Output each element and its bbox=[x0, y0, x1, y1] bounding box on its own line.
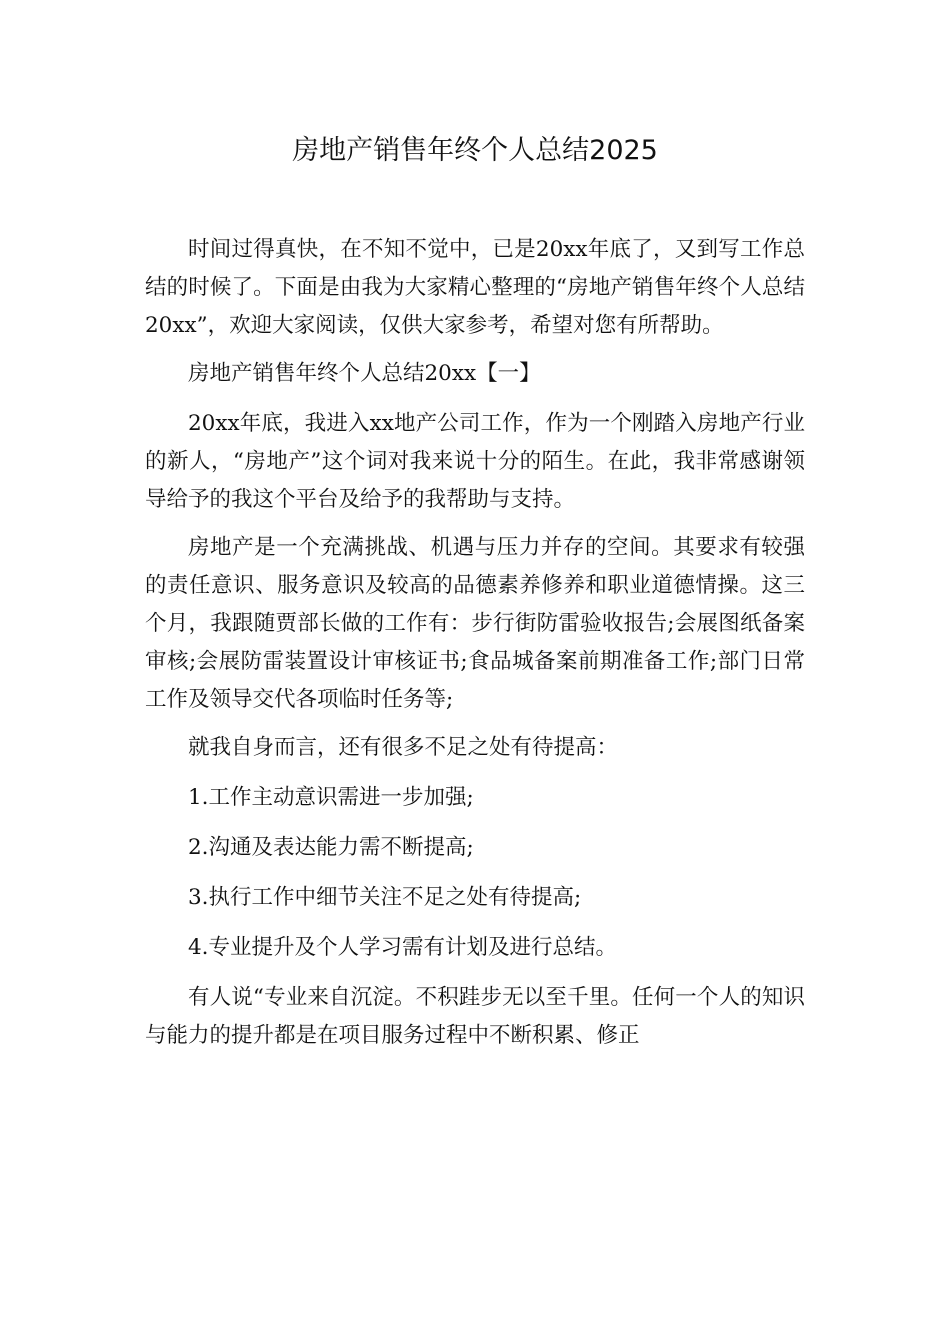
list-item-2: 2.沟通及表达能力需不断提高; bbox=[188, 835, 474, 860]
section-heading: 房地产销售年终个人总结20xx【一】 bbox=[188, 361, 541, 386]
list-item-1: 1.工作主动意识需进一步加强; bbox=[188, 785, 474, 810]
document-title: 房地产销售年终个人总结2025 bbox=[292, 135, 658, 166]
list-item-4: 4.专业提升及个人学习需有计划及进行总结。 bbox=[188, 935, 618, 960]
list-item-3: 3.执行工作中细节关注不足之处有待提高; bbox=[188, 885, 582, 910]
paragraph-work-content: 房地产是一个充满挑战、机遇与压力并存的空间。其要求有较强的责任意识、服务意识及较高的品德素养修养和职业道德情操。这三个月，我跟随贾部长做的工作有：步行街防雷验收报告;会展图纸备案审核;会展防雷装置设计审核证书;食品城备案前期准备工作;部门日常工作及领导交代各项临时任务等; bbox=[145, 535, 805, 712]
paragraph-closing: 有人说“专业来自沉淀。不积跬步无以至千里。任何一个人的知识与能力的提升都是在项目服务过程中不断积累、修正 bbox=[145, 985, 805, 1048]
paragraph-join-company: 20xx年底，我进入xx地产公司工作，作为一个刚踏入房地产行业的新人，“房地产”这个词对我来说十分的陌生。在此，我非常感谢领导给予的我这个平台及给予的我帮助与支持。 bbox=[145, 411, 805, 512]
paragraph-shortcomings-intro: 就我自身而言，还有很多不足之处有待提高： bbox=[188, 735, 619, 760]
document-body bbox=[145, 231, 805, 1065]
intro-paragraph: 时间过得真快，在不知不觉中，已是20xx年底了，又到写工作总结的时候了。下面是由我为大家精心整理的“房地产销售年终个人总结20xx”，欢迎大家阅读，仅供大家参考，希望对您有所帮助。 bbox=[145, 237, 805, 338]
